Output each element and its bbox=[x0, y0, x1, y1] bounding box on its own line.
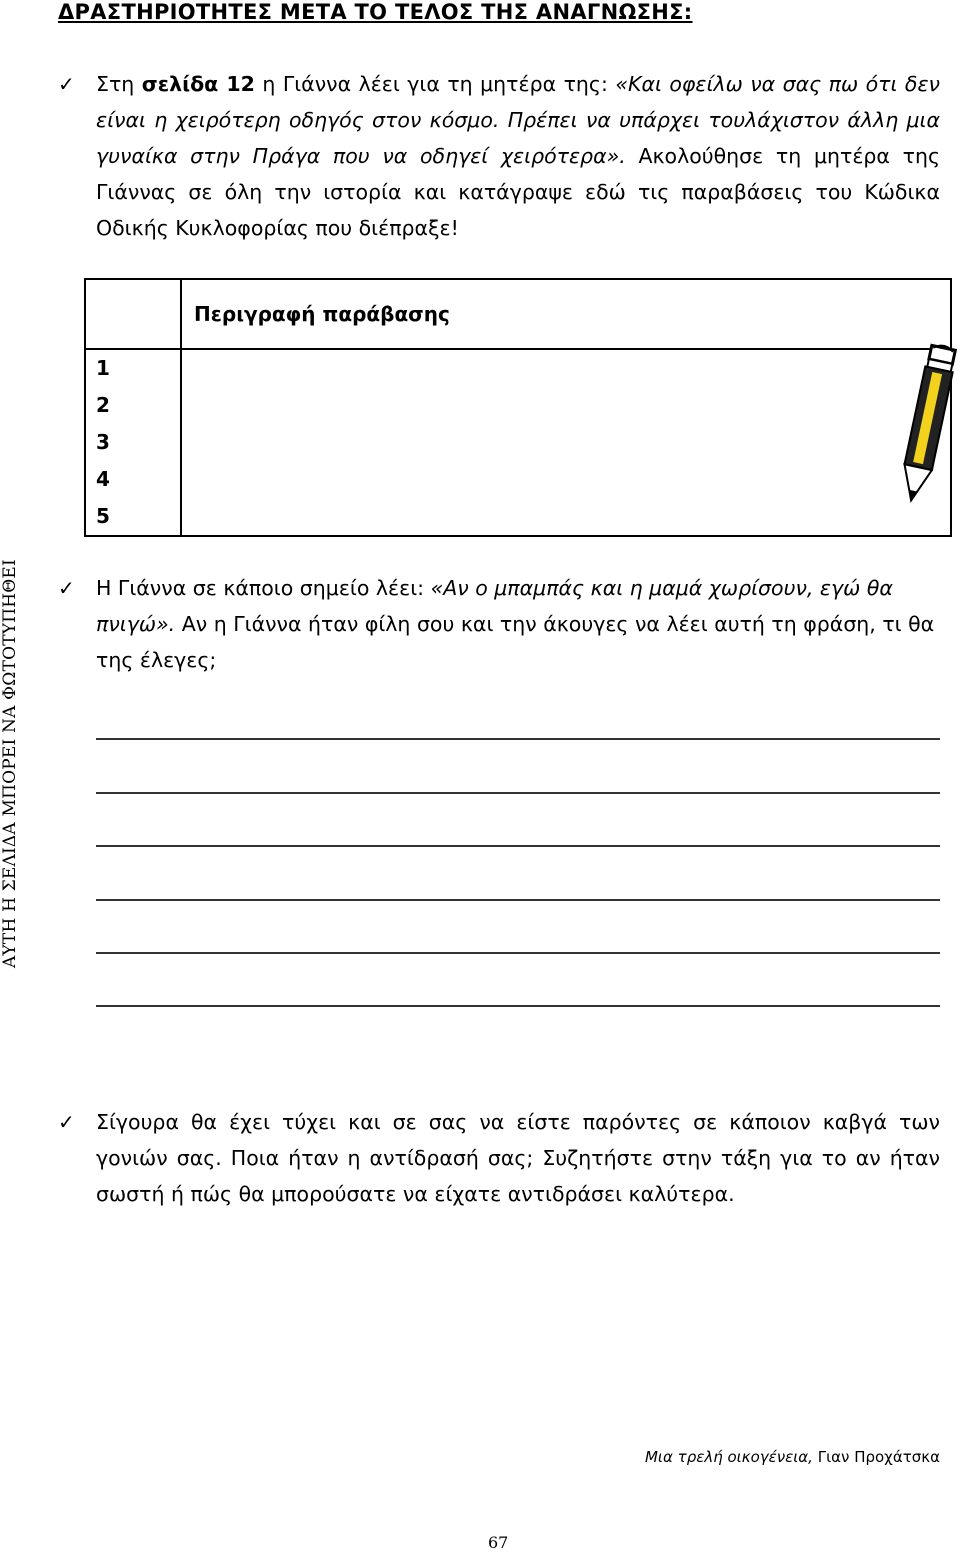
row-number: 4 bbox=[96, 467, 110, 491]
table-header: Περιγραφή παράβασης bbox=[181, 279, 951, 349]
row-numbers bbox=[85, 349, 181, 536]
page-heading: ΔΡΑΣΤΗΡΙΟΤΗΤΕΣ ΜΕΤΑ ΤΟ ΤΕΛΟΣ ΤΗΣ ΑΝΑΓΝΩΣΗΣ: bbox=[58, 0, 693, 24]
pencil-icon bbox=[896, 336, 958, 506]
row-number: 2 bbox=[96, 393, 110, 417]
check-mark-icon: ✓ bbox=[58, 576, 75, 600]
writing-line[interactable] bbox=[96, 845, 940, 847]
activity-2-text: Η Γιάννα σε κάποιο σημείο λέει: «Αν ο μπαμπάς και η μαμά χωρίσουν, εγώ θα πνιγώ». Αν η Γιάννα ήταν φίλη σου και την άκουγες να λέει αυτή τη φράση, τι θα της έλεγες; bbox=[96, 576, 935, 672]
book-credit bbox=[645, 1448, 940, 1466]
photocopy-notice: ΑΥΤΗ Η ΣΕΛΙΔΑ ΜΠΟΡΕΙ ΝΑ ΦΩΤΟΤΥΠΗΘΕΙ bbox=[0, 559, 20, 968]
row-number: 3 bbox=[96, 430, 110, 454]
book-title: Μια τρελή οικογένεια, bbox=[644, 1448, 813, 1466]
writing-line[interactable] bbox=[96, 899, 940, 901]
writing-line[interactable] bbox=[96, 1005, 940, 1007]
violations-table bbox=[84, 278, 952, 537]
description-answer-cell[interactable] bbox=[181, 349, 951, 536]
check-mark-icon: ✓ bbox=[58, 72, 75, 96]
activity-3-text: Σίγουρα θα έχει τύχει και σε σας να είστε παρόντες σε κάποιον καβγά των γονιών σας. Ποια ήταν η αντίδρασή σας; Συζητήστε στην τάξη για το αν ήταν σωστή ή πώς θα μπορούσατε να είχατε αντιδράσει καλύτερα. bbox=[96, 1110, 940, 1206]
row-number: 5 bbox=[96, 504, 110, 528]
page-number: 67 bbox=[488, 1533, 509, 1552]
writing-line[interactable] bbox=[96, 952, 940, 954]
writing-line[interactable] bbox=[96, 738, 940, 740]
quote-1: «Και οφείλω να σας πω ότι δεν είναι η χειρότερη οδηγός στον κόσμο. Πρέπει να υπάρχει τουλάχιστον άλλη μια γυναίκα στην Πράγα που να οδηγεί χειρότερα». bbox=[96, 72, 940, 168]
table-corner-cell bbox=[85, 279, 181, 349]
writing-line[interactable] bbox=[96, 792, 940, 794]
book-author: Γιαν Προχάτσκα bbox=[817, 1448, 940, 1466]
check-mark-icon: ✓ bbox=[58, 1110, 75, 1134]
page-reference: σελίδα 12 bbox=[141, 72, 255, 96]
quote-2: «Αν ο μπαμπάς και η μαμά χωρίσουν, εγώ θα πνιγώ». bbox=[96, 576, 893, 636]
row-number: 1 bbox=[96, 356, 110, 380]
activity-1-text: Στη σελίδα 12 η Γιάννα λέει για τη μητέρα της: «Και οφείλω να σας πω ότι δεν είναι η χειρότερη οδηγός στον κόσμο. Πρέπει να υπάρχει τουλάχιστον άλλη μια γυναίκα στην Πράγα που να οδηγεί χειρότερα». Ακολούθησε τη μητέρα της Γιάννας σε όλη την ιστορία και κατάγραψε εδώ τις παραβάσεις του Κώδικα Οδικής Κυκλοφορίας που διέπραξε! bbox=[96, 72, 941, 240]
